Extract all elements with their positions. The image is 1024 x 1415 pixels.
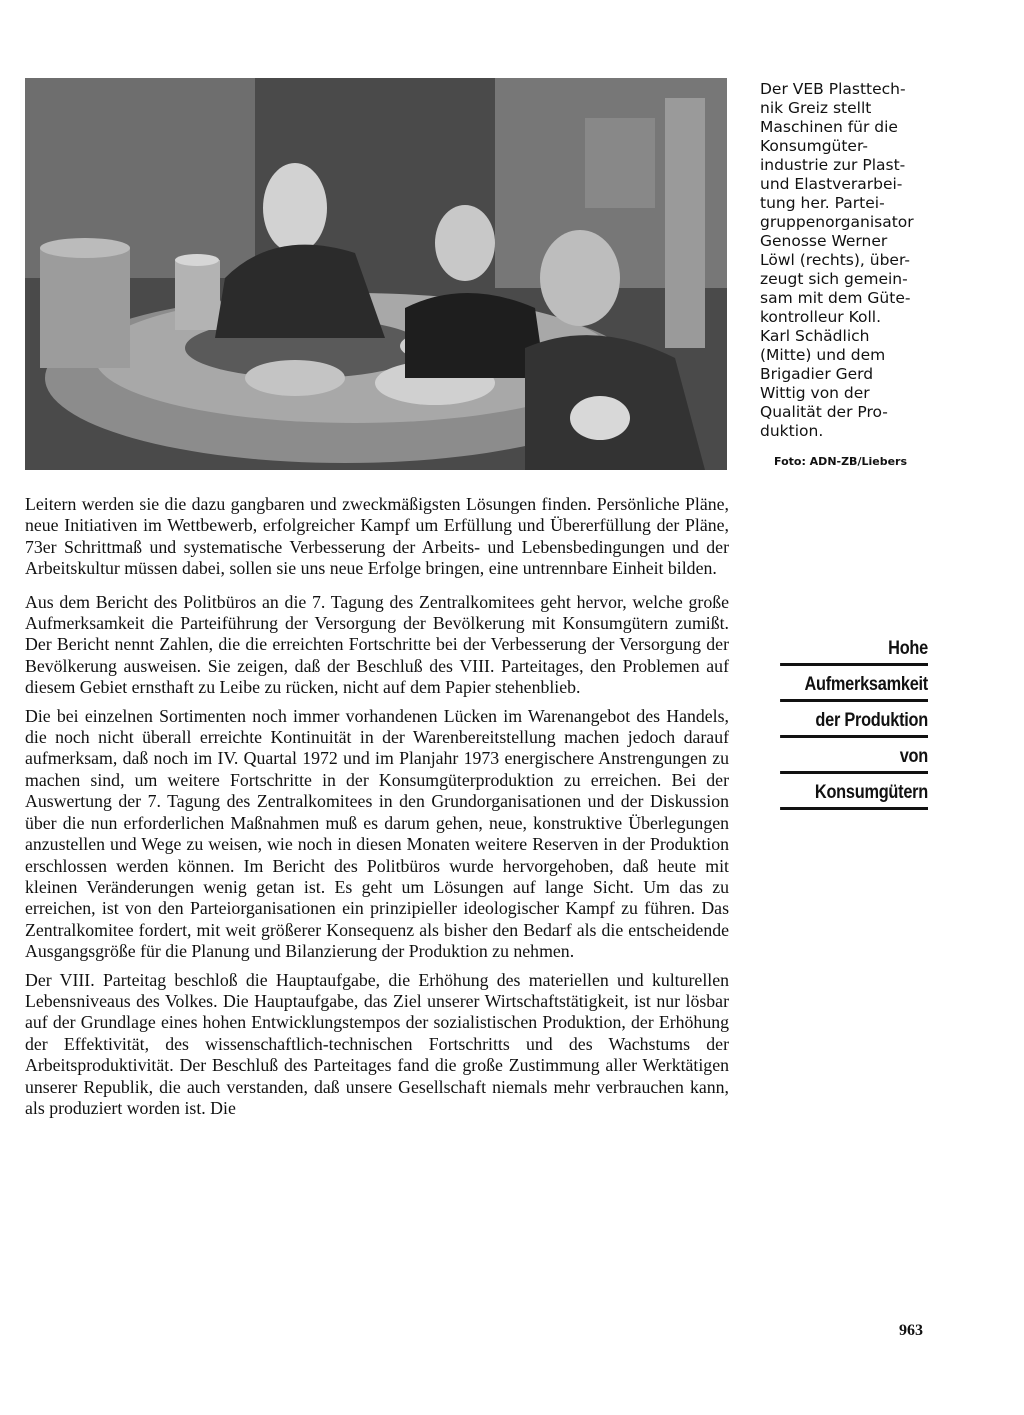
paragraph: Der VIII. Parteitag beschloß die Hauptaufgabe, die Erhöhung des materiellen und kulturellen Lebensniveaus des Volkes. Die Hauptaufgabe, das Ziel unserer Wirtschaftstätigkeit, ist nur lösbar auf der Grundlage eines hohen Entwicklungstempos der sozialistischen Produktion, der Erhöhung der Effektivität, des wissenschaftlich-technischen Fortschritts und des Wachstums der Arbeitsproduktivität. Der Beschluß des Parteitages fand die große Zustimmung aller Werktätigen unserer Republik, die auch verstanden, daß unsere Gesellschaft niemals mehr verbrauchen kann, als produziert worden ist. Die <box>25 969 729 1118</box>
side-heading-line: Konsumgütern <box>780 780 928 810</box>
side-heading-line: der Produktion <box>780 708 928 738</box>
side-heading <box>756 636 928 816</box>
side-heading-line: von <box>780 744 928 774</box>
photo-credit: Foto: ADN-ZB/Liebers <box>774 455 908 468</box>
side-heading-line: Aufmerksamkeit <box>780 672 928 702</box>
paragraph: Leitern werden sie die dazu gangbaren und zweckmäßigsten Lösungen finden. Persönliche Pläne, neue Initiativen im Wettbewerb, erfolgreicher Kampf um Erfüllung und Übererfüllung der Pläne, 73er Schrittmaß und systematische Verbesserung der Arbeits- und Lebensbedingungen und der Arbeitskultur müssen dabei, sollen sie uns neue Erfolge bringen, eine untrennbare Einheit bilden. <box>25 494 729 579</box>
side-heading-line: Hohe <box>780 636 928 666</box>
photo-illustration <box>25 78 727 470</box>
photo-caption: Der VEB Plasttech- nik Greiz stellt Maschinen für die Konsumgüter- industrie zur Plast- und Elastverarbei- tung her. Partei- gruppenorganisator Genosse Werner Löwl (rechts), über- zeugt sich gemein- sam mit dem Güte- kontrolleur Koll. Karl Schädlich (Mitte) und dem Brigadier Gerd Wittig von der Qualität der Pro- duktion. <box>760 80 914 440</box>
page-number: 963 <box>899 1322 923 1339</box>
article-photo <box>25 78 727 470</box>
article-body <box>25 494 729 1126</box>
paragraph: Aus dem Bericht des Politbüros an die 7. Tagung des Zentralkomitees geht hervor, welche große Aufmerksamkeit die Parteiführung der Versorgung der Bevölkerung mit Konsumgütern zumißt. Der Bericht nennt Zahlen, die die erreichten Fortschritte bei der Verbesserung der Versorgung der Bevölkerung ausweisen. Sie zeigen, daß der Beschluß des VIII. Parteitages, den Problemen auf diesem Gebiet ernsthaft zu Leibe zu rücken, nicht auf dem Papier stehenblieb. <box>25 591 729 698</box>
paragraph: Die bei einzelnen Sortimenten noch immer vorhandenen Lücken im Warenangebot des Handels, die noch nicht überall erreichte Kontinuität in der Warenbereitstellung machen jedoch darauf aufmerksam, daß noch im IV. Quartal 1972 und im Planjahr 1973 energischere Anstrengungen zu machen sind, um weitere Fortschritte in der Konsumgüterproduktion zu erreichen. Bei der Auswertung der 7. Tagung des Zentralkomitees in den Grundorganisationen und der Diskussion über die nun erforderlichen Maßnahmen muß es darum gehen, neue, konstruktive Überlegungen anzustellen und Wege zu weisen, wie noch in diesen Monaten weitere Reserven in der Produktion erschlossen werden können. Im Bericht des Politbüros wurde hervorgehoben, daß heute mit kleinen Veränderungen wenig getan ist. Es geht um Lösungen auf lange Sicht. Um das zu erreichen, ist von den Parteiorganisationen ein prinzipieller ideologischer Kampf zu führen. Das Zentralkomitee fordert, mit weit größerer Konsequenz als bisher den Bedarf als die entscheidende Ausgangsgröße für die Planung und Bilanzierung der Produktion zu nehmen. <box>25 705 729 962</box>
